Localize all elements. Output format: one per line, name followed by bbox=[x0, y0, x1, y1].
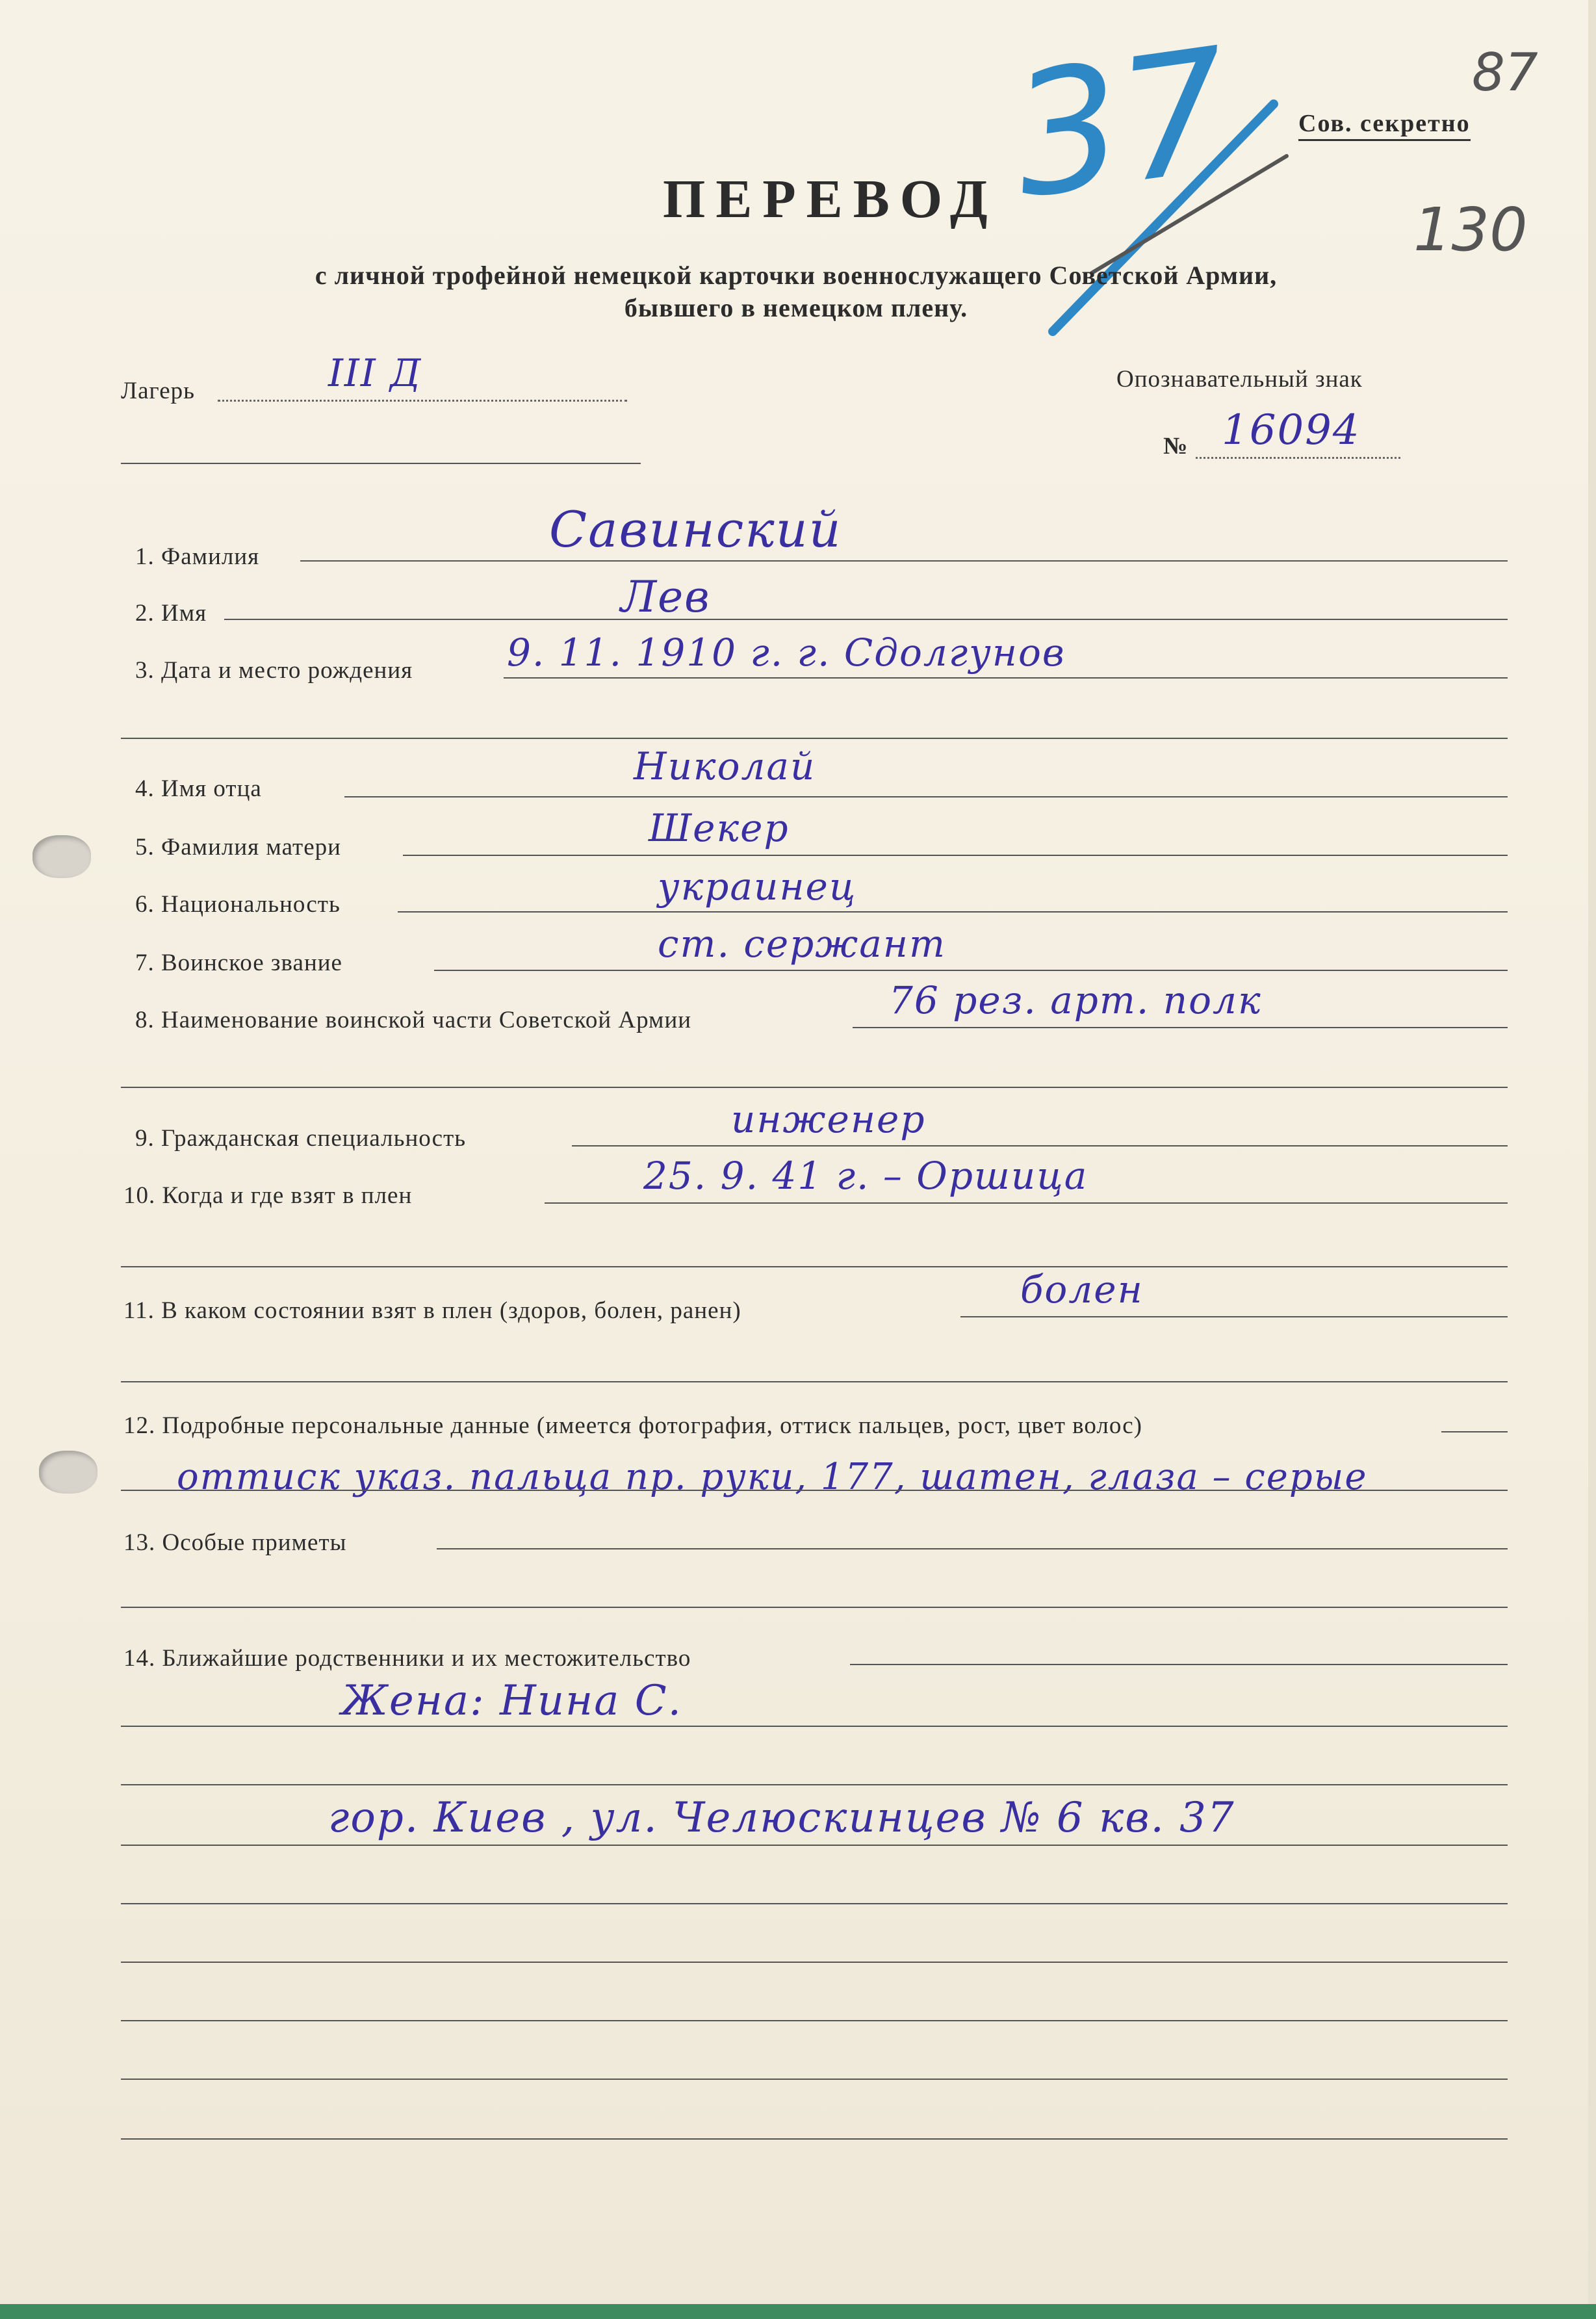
field-label-mother-surname: 5. Фамилия матери bbox=[135, 834, 341, 861]
field-label-condition: 11. В каком состоянии взят в плен (здоров, болен, ранен) bbox=[123, 1297, 741, 1324]
field-label-civil-profession: 9. Гражданская специальность bbox=[135, 1125, 467, 1152]
field-value-rank: ст. сержант bbox=[658, 922, 947, 966]
field-label-nationality: 6. Национальность bbox=[135, 891, 341, 918]
id-tag-no-label: № bbox=[1163, 433, 1189, 460]
field-value-first-name: Лев bbox=[621, 572, 711, 622]
archive-number-bottom: 130 bbox=[1413, 195, 1528, 265]
field-value-surname: Савинский bbox=[549, 500, 842, 558]
field-line-birth-extra bbox=[121, 738, 1508, 739]
field-label-relatives: 14. Ближайшие родственники и их местожительство bbox=[123, 1645, 691, 1672]
relatives-line-5 bbox=[121, 1962, 1508, 1963]
document-subtitle-line2: бывшего в немецком плену. bbox=[624, 293, 968, 322]
field-line-civil-profession bbox=[572, 1145, 1508, 1147]
camp-label: Лагерь bbox=[121, 378, 196, 404]
stamp-number: 37 bbox=[1001, 12, 1242, 237]
field-line-first-name bbox=[224, 619, 1508, 620]
field-value-nationality: украинец bbox=[658, 864, 857, 909]
scan-edge bbox=[1588, 0, 1596, 2304]
relatives-line2: гор. Киев , ул. Челюскинцев № 6 кв. 37 bbox=[328, 1794, 1235, 1842]
field-label-capture: 10. Когда и где взят в плен bbox=[123, 1182, 413, 1209]
document-title: ПЕРЕВОД bbox=[663, 169, 998, 229]
field-label-birth: 3. Дата и место рождения bbox=[135, 657, 413, 684]
field-label-father-name: 4. Имя отца bbox=[135, 775, 262, 802]
field-label-surname: 1. Фамилия bbox=[135, 543, 260, 570]
camp-extra-line bbox=[121, 463, 641, 464]
field-value-personal-data: оттиск указ. пальца пр. руки, 177, шатен, глаза – серые bbox=[177, 1456, 1368, 1498]
field-value-father-name: Николай bbox=[634, 744, 816, 788]
field-line-capture bbox=[545, 1202, 1508, 1204]
field-line-condition-extra bbox=[121, 1381, 1508, 1382]
field-line-rank bbox=[434, 970, 1508, 971]
field-line-personal-data-extra bbox=[121, 1490, 1508, 1491]
field-value-unit: 76 рез. арт. полк bbox=[889, 978, 1262, 1022]
classification-label: Сов. секретно bbox=[1298, 109, 1471, 141]
field-value-condition: болен bbox=[1020, 1267, 1144, 1312]
relatives-line-6 bbox=[121, 2020, 1508, 2021]
field-label-personal-data: 12. Подробные персональные данные (имеется фотография, оттиск пальцев, рост, цвет волос) bbox=[123, 1412, 1142, 1439]
field-label-special-marks: 13. Особые приметы bbox=[123, 1529, 347, 1556]
field-value-civil-profession: инженер bbox=[731, 1097, 926, 1141]
relatives-line-7 bbox=[121, 2079, 1508, 2080]
relatives-line-2 bbox=[121, 1784, 1508, 1785]
field-line-personal-data bbox=[1441, 1431, 1508, 1432]
field-line-special-marks-extra bbox=[121, 1607, 1508, 1608]
camp-value: III Д bbox=[328, 351, 422, 395]
field-label-first-name: 2. Имя bbox=[135, 600, 207, 627]
id-tag-label: Опознавательный знак bbox=[1116, 366, 1363, 393]
relatives-line-1 bbox=[121, 1726, 1508, 1727]
field-line-condition bbox=[960, 1316, 1508, 1317]
field-line-birth bbox=[504, 677, 1508, 679]
field-line-surname bbox=[300, 560, 1508, 562]
field-value-mother-surname: Шекер bbox=[649, 806, 790, 850]
field-label-unit: 8. Наименование воинской части Советской Армии bbox=[135, 1007, 692, 1033]
archive-number-top: 87 bbox=[1472, 42, 1538, 103]
relatives-line-4 bbox=[121, 1903, 1508, 1904]
id-tag-dotted-line bbox=[1196, 457, 1400, 459]
relatives-line-8 bbox=[121, 2138, 1508, 2140]
relatives-line1: Жена: Нина С. bbox=[341, 1677, 682, 1725]
relatives-line-3 bbox=[121, 1845, 1508, 1846]
field-label-rank: 7. Воинское звание bbox=[135, 950, 342, 976]
field-line-unit bbox=[853, 1027, 1508, 1028]
punch-hole-top bbox=[32, 835, 91, 878]
field-line-relatives bbox=[850, 1664, 1508, 1665]
field-value-birth: 9. 11. 1910 г. г. Сдолгунов bbox=[507, 630, 1066, 675]
field-value-capture: 25. 9. 41 г. – Оршица bbox=[643, 1154, 1088, 1198]
field-line-capture-extra bbox=[121, 1266, 1508, 1267]
scan-background-strip bbox=[0, 2304, 1596, 2319]
field-line-mother-surname bbox=[403, 855, 1508, 856]
field-line-special-marks bbox=[437, 1548, 1508, 1549]
id-tag-value: 16094 bbox=[1222, 406, 1361, 454]
field-line-unit-extra bbox=[121, 1087, 1508, 1088]
document-subtitle-line1: с личной трофейной немецкой карточки военнослужащего Советской Армии, bbox=[315, 261, 1278, 290]
field-line-father-name bbox=[344, 796, 1508, 797]
punch-hole-bottom bbox=[39, 1451, 97, 1494]
camp-dotted-line bbox=[218, 400, 627, 402]
field-line-nationality bbox=[398, 911, 1508, 913]
